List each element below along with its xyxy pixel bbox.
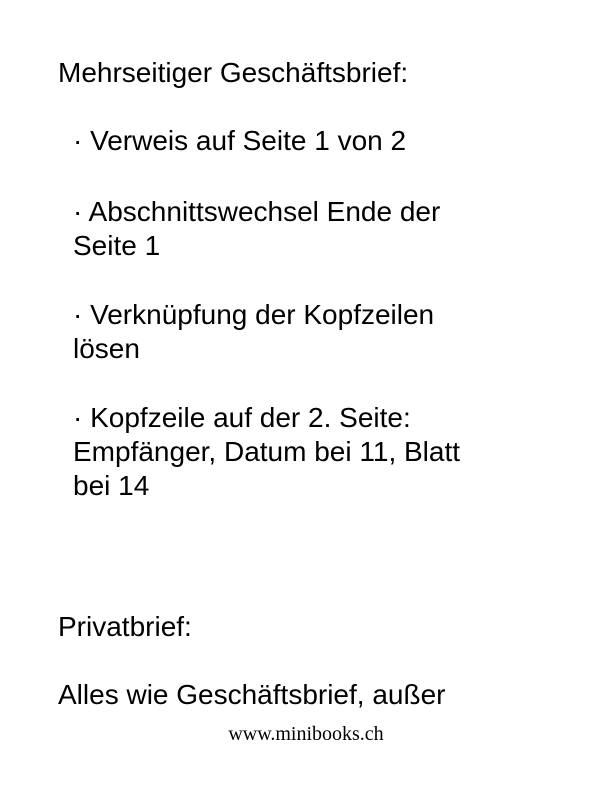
list-item-continuation: lösen <box>73 333 140 364</box>
list-item: · Verknüpfung der Kopfzeilen <box>73 299 435 330</box>
footer-url: www.minibooks.ch <box>228 723 384 745</box>
list-item: · Kopfzeile auf der 2. Seite: <box>73 402 411 433</box>
list-item-continuation: Seite 1 <box>73 230 161 261</box>
list-item: · Abschnittswechsel Ende der <box>73 196 441 227</box>
list-item-continuation: Empfänger, Datum bei 11, Blatt <box>73 436 461 467</box>
business-letter-heading: Mehrseitiger Geschäftsbrief: <box>58 57 409 88</box>
list-item: · Verweis auf Seite 1 von 2 <box>73 125 407 156</box>
list-item-continuation: bei 14 <box>73 470 150 501</box>
private-letter-text: Alles wie Geschäftsbrief, außer <box>58 679 446 710</box>
private-letter-heading: Privatbrief: <box>58 611 192 642</box>
